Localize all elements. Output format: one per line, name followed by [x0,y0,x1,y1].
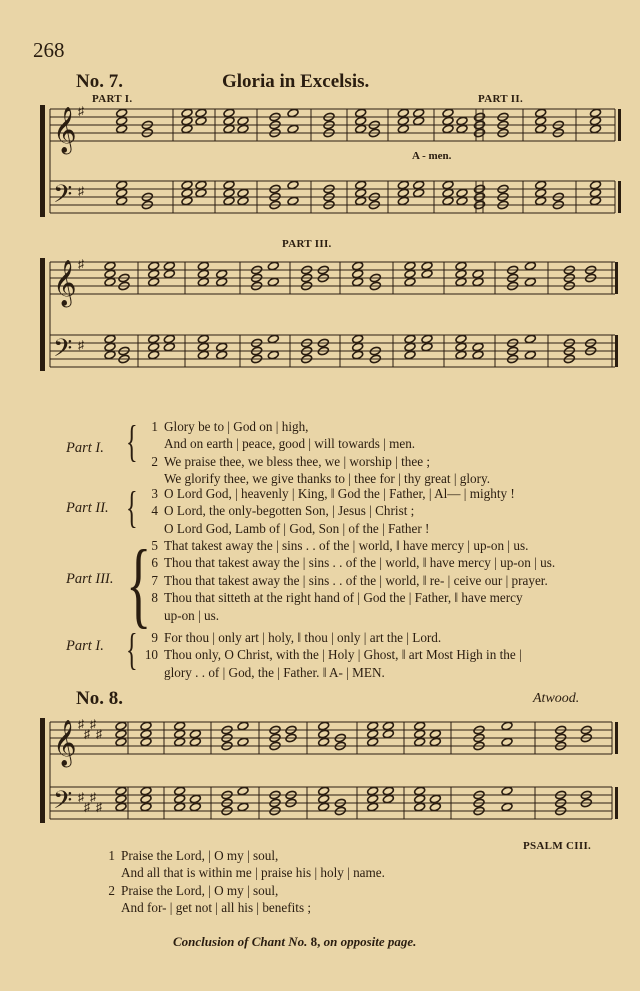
note-head [589,108,601,118]
note-head [535,124,547,134]
note-head [589,188,601,198]
note-head [397,108,409,118]
note-head [116,180,128,190]
footer-note [173,934,416,950]
note-head [382,794,394,804]
note-head [472,277,484,287]
note-head [104,342,116,352]
note-head [442,124,454,134]
note-head [442,108,454,118]
note-head [589,180,601,190]
note-head [223,196,235,206]
note-head [197,334,209,344]
note-head [174,737,186,747]
note-head [237,802,249,812]
sharp-sign: ♯ [78,790,84,804]
note-head [116,188,128,198]
verse-text: Praise the Lord, | O my | soul, [121,848,279,863]
bass-clef: 𝄢 [53,334,73,369]
note-head [195,180,207,190]
verse-line [144,453,430,470]
verse-text: Thou that takest away the | sins . . of the | world, ‖ have mercy | up-on | us. [164,555,556,571]
note-head [455,342,467,352]
note-head [524,277,536,287]
bass-clef: 𝄢 [53,180,73,215]
note-head [367,729,379,739]
verse-number: 9 [151,630,158,645]
note-head [148,269,160,279]
note-head [404,350,416,360]
verse-text: O Lord God, | heavenly | King, ‖ God the | Father, | Al— | mighty ! [164,486,515,501]
verse-line [144,485,515,502]
psalm-label: PSALM CIII. [523,840,592,852]
note-head [524,334,536,344]
note-head [189,802,201,812]
part-2-label: PART II. [478,93,524,105]
note-head [352,277,364,287]
note-head [429,802,441,812]
brace: { [126,625,138,674]
note-head [237,196,249,206]
note-head [382,729,394,739]
system-bracket [40,718,45,823]
note-head [174,729,186,739]
note-head [197,261,209,271]
brace: { [126,483,138,532]
note-head [223,124,235,134]
verse-text: glory . . of | God, the | Father. ‖ A- | MEN. [164,664,385,680]
note-head [181,196,193,206]
note-head [455,277,467,287]
note-head [535,188,547,198]
note-head [414,794,426,804]
note-head [421,261,433,271]
note-head [116,116,128,126]
note-head [404,261,416,271]
sharp-sign: ♯ [78,338,84,352]
note-head [318,794,330,804]
note-head [237,124,249,134]
note-head [197,269,209,279]
note-head [140,794,152,804]
footer-italic-a: Conclusion of Chant No. [173,934,308,949]
sharp-sign: ♯ [78,104,84,118]
note-head [456,196,468,206]
verse-number: 6 [151,555,158,571]
note-head [352,342,364,352]
note-head [287,124,299,134]
note-head [181,180,193,190]
note-head [397,180,409,190]
note-head [287,196,299,206]
note-head [116,124,128,134]
note-head [442,196,454,206]
note-head [589,116,601,126]
note-head [163,269,175,279]
note-head [413,188,425,198]
note-head [421,269,433,279]
chant-7-title: Gloria in Excelsis. [222,71,370,92]
note-head [148,342,160,352]
note-head [116,108,128,118]
note-head [404,277,416,287]
final-barline [618,181,621,213]
note-head [413,116,425,126]
note-head [115,802,127,812]
note-head [355,196,367,206]
note-head [414,729,426,739]
note-head [414,737,426,747]
note-head [267,334,279,344]
verse-text: And on earth | peace, good | will towards | men. [164,436,416,452]
note-head [140,737,152,747]
note-head [382,721,394,731]
note-head [104,334,116,344]
note-head [367,794,379,804]
note-head [535,196,547,206]
note-head [237,737,249,747]
verse-line [144,554,555,571]
note-head [429,737,441,747]
note-head [429,794,441,804]
verse-line [101,847,385,864]
note-head [267,277,279,287]
note-head [140,729,152,739]
note-head [267,261,279,271]
note-head [148,334,160,344]
verse-text: up-on | us. [164,607,220,623]
note-head [181,116,193,126]
note-head [104,261,116,271]
note-head [472,269,484,279]
note-head [352,334,364,344]
final-barline [615,787,618,819]
verse-number: 1 [151,419,158,434]
note-head [456,116,468,126]
sharp-sign: ♯ [84,727,90,741]
chant-8-verses [101,847,385,917]
note-head [223,108,235,118]
verse-text: Praise the Lord, | O my | soul, [121,882,279,898]
verse-line [144,572,548,589]
note-head [287,180,299,190]
verse-text: Thou that takest away the | sins . . of the | world, ‖ re- | ceive our | prayer. [164,572,548,588]
verse-text: And for- | get not | all his | benefits ; [121,900,312,916]
sharp-sign: ♯ [84,800,90,814]
note-head [237,721,249,731]
part-label: Part I. [66,440,104,456]
note-head [197,342,209,352]
note-head [352,350,364,360]
note-head [414,721,426,731]
page-number: 268 [33,38,65,62]
note-head [352,261,364,271]
verse-text: That takest away the | sins . . of the | world, ‖ have mercy | up-on | us. [164,538,529,553]
note-head [181,108,193,118]
sharp-sign: ♯ [90,717,96,731]
note-head [367,737,379,747]
note-head [174,802,186,812]
note-head [455,334,467,344]
note-head [223,180,235,190]
chant-8-number: No. 8. [76,688,123,709]
note-head [181,124,193,134]
note-head [189,729,201,739]
verse-number: 7 [151,572,158,588]
note-head [216,277,228,287]
verse-text: Glory be to | God on | high, [164,419,309,434]
verse-line [101,899,385,916]
note-head [318,737,330,747]
note-head [267,350,279,360]
part-label: Part II. [66,500,109,516]
final-barline [615,262,618,294]
sharp-sign: ♯ [78,717,84,731]
part-label: Part I. [66,638,104,654]
note-head [397,124,409,134]
note-head [455,350,467,360]
verse-line [144,646,522,663]
note-head [140,802,152,812]
note-head [382,786,394,796]
note-head [589,196,601,206]
note-head [421,334,433,344]
note-head [501,737,513,747]
note-head [189,794,201,804]
verse-line [144,435,415,452]
verse-number: 2 [108,882,115,898]
note-head [421,342,433,352]
chant-8-composer: Atwood. [533,691,580,706]
note-head [535,116,547,126]
verse-text: We glorify thee, we give thanks to | thee for | thy great | glory. [164,471,491,487]
note-head [195,116,207,126]
footer-italic-b: on opposite page. [323,934,417,949]
sharp-sign: ♯ [96,727,102,741]
note-head [197,350,209,360]
note-head [223,188,235,198]
note-head [413,108,425,118]
note-head [140,721,152,731]
note-head [163,261,175,271]
note-head [414,786,426,796]
note-head [524,350,536,360]
note-head [148,277,160,287]
note-head [216,342,228,352]
note-head [472,350,484,360]
note-head [163,342,175,352]
footer-number: 8, [307,934,324,949]
note-head [223,116,235,126]
note-head [413,180,425,190]
brace: { [126,530,152,637]
note-head [404,269,416,279]
note-head [404,342,416,352]
verse-line [144,520,429,537]
note-head [367,802,379,812]
system-bracket [40,105,45,217]
note-head [237,786,249,796]
note-head [355,180,367,190]
note-head [367,786,379,796]
note-head [456,188,468,198]
note-head [442,188,454,198]
part-label: Part III. [66,571,114,587]
verse-line [144,629,441,646]
verse-line [144,537,528,554]
note-head [355,116,367,126]
part-1-label: PART I. [92,93,133,105]
note-head [535,180,547,190]
note-head [355,188,367,198]
verse-text: Thou only, O Christ, with the | Holy | Ghost, ‖ art Most High in the | [164,647,522,663]
note-head [115,786,127,796]
verse-text: We praise thee, we bless thee, we | worship | thee ; [164,453,431,469]
note-head [367,721,379,731]
note-head [237,116,249,126]
note-head [318,802,330,812]
sharp-sign: ♯ [90,790,96,804]
note-head [216,350,228,360]
note-head [140,786,152,796]
verse-number: 2 [151,453,158,469]
verse-number: 5 [151,538,158,553]
note-head [456,124,468,134]
note-head [501,786,513,796]
note-head [104,269,116,279]
note-head [195,188,207,198]
note-head [397,116,409,126]
note-head [115,794,127,804]
verse-text: O Lord God, Lamb of | God, Son | of the | Father ! [164,520,430,536]
treble-clef: 𝄞 [53,720,77,766]
note-head [115,729,127,739]
amen-label: A - men. [412,150,452,162]
note-head [181,188,193,198]
note-head [501,721,513,731]
verse-line [101,864,385,881]
note-head [455,261,467,271]
final-barline [618,109,621,141]
note-head [237,188,249,198]
note-head [148,350,160,360]
note-head [174,794,186,804]
part-3-label: PART III. [282,238,332,250]
note-head [189,737,201,747]
system-bracket [40,258,45,371]
sharp-sign: ♯ [78,184,84,198]
note-head [589,124,601,134]
note-head [455,269,467,279]
note-head [174,786,186,796]
note-head [318,721,330,731]
note-head [414,802,426,812]
note-head [352,269,364,279]
note-head [318,786,330,796]
note-head [397,196,409,206]
verse-line [144,664,385,681]
verse-text: O Lord, the only-begotten Son, | Jesus | Christ ; [164,503,415,519]
verse-number: 8 [151,590,158,606]
note-head [104,277,116,287]
verse-text: And all that is within me | praise his | holy | name. [121,865,385,881]
verse-line [144,607,219,624]
verse-number: 3 [151,486,158,501]
note-head [216,269,228,279]
note-head [397,188,409,198]
sharp-sign: ♯ [78,257,84,271]
verse-line [144,502,414,519]
verse-number: 4 [151,503,158,519]
final-barline [615,335,618,367]
note-head [524,261,536,271]
note-head [116,196,128,206]
note-head [287,108,299,118]
note-head [442,116,454,126]
sharp-sign: ♯ [96,800,102,814]
note-head [429,729,441,739]
note-head [318,729,330,739]
verse-line [144,589,523,606]
note-head [355,124,367,134]
note-head [195,108,207,118]
note-head [115,737,127,747]
note-head [404,334,416,344]
verse-line [101,882,385,899]
note-head [174,721,186,731]
note-head [104,350,116,360]
note-head [472,342,484,352]
note-head [535,108,547,118]
bass-clef: 𝄢 [53,786,73,821]
note-head [197,277,209,287]
treble-clef: 𝄞 [53,260,77,306]
note-head [442,180,454,190]
note-head [148,261,160,271]
final-barline [615,722,618,754]
verse-number: 1 [108,848,115,863]
note-head [501,802,513,812]
brace: { [126,417,138,466]
note-head [355,108,367,118]
verse-line [144,418,308,435]
note-head [163,334,175,344]
note-head [115,721,127,731]
treble-clef: 𝄞 [53,107,77,153]
chant-7-number: No. 7. [76,71,123,92]
verse-number: 10 [144,647,158,663]
verse-text: Thou that sitteth at the right hand of | God the | Father, ‖ have mercy [164,590,523,606]
verse-text: For thou | only art | holy, ‖ thou | only | art the | Lord. [164,630,442,645]
